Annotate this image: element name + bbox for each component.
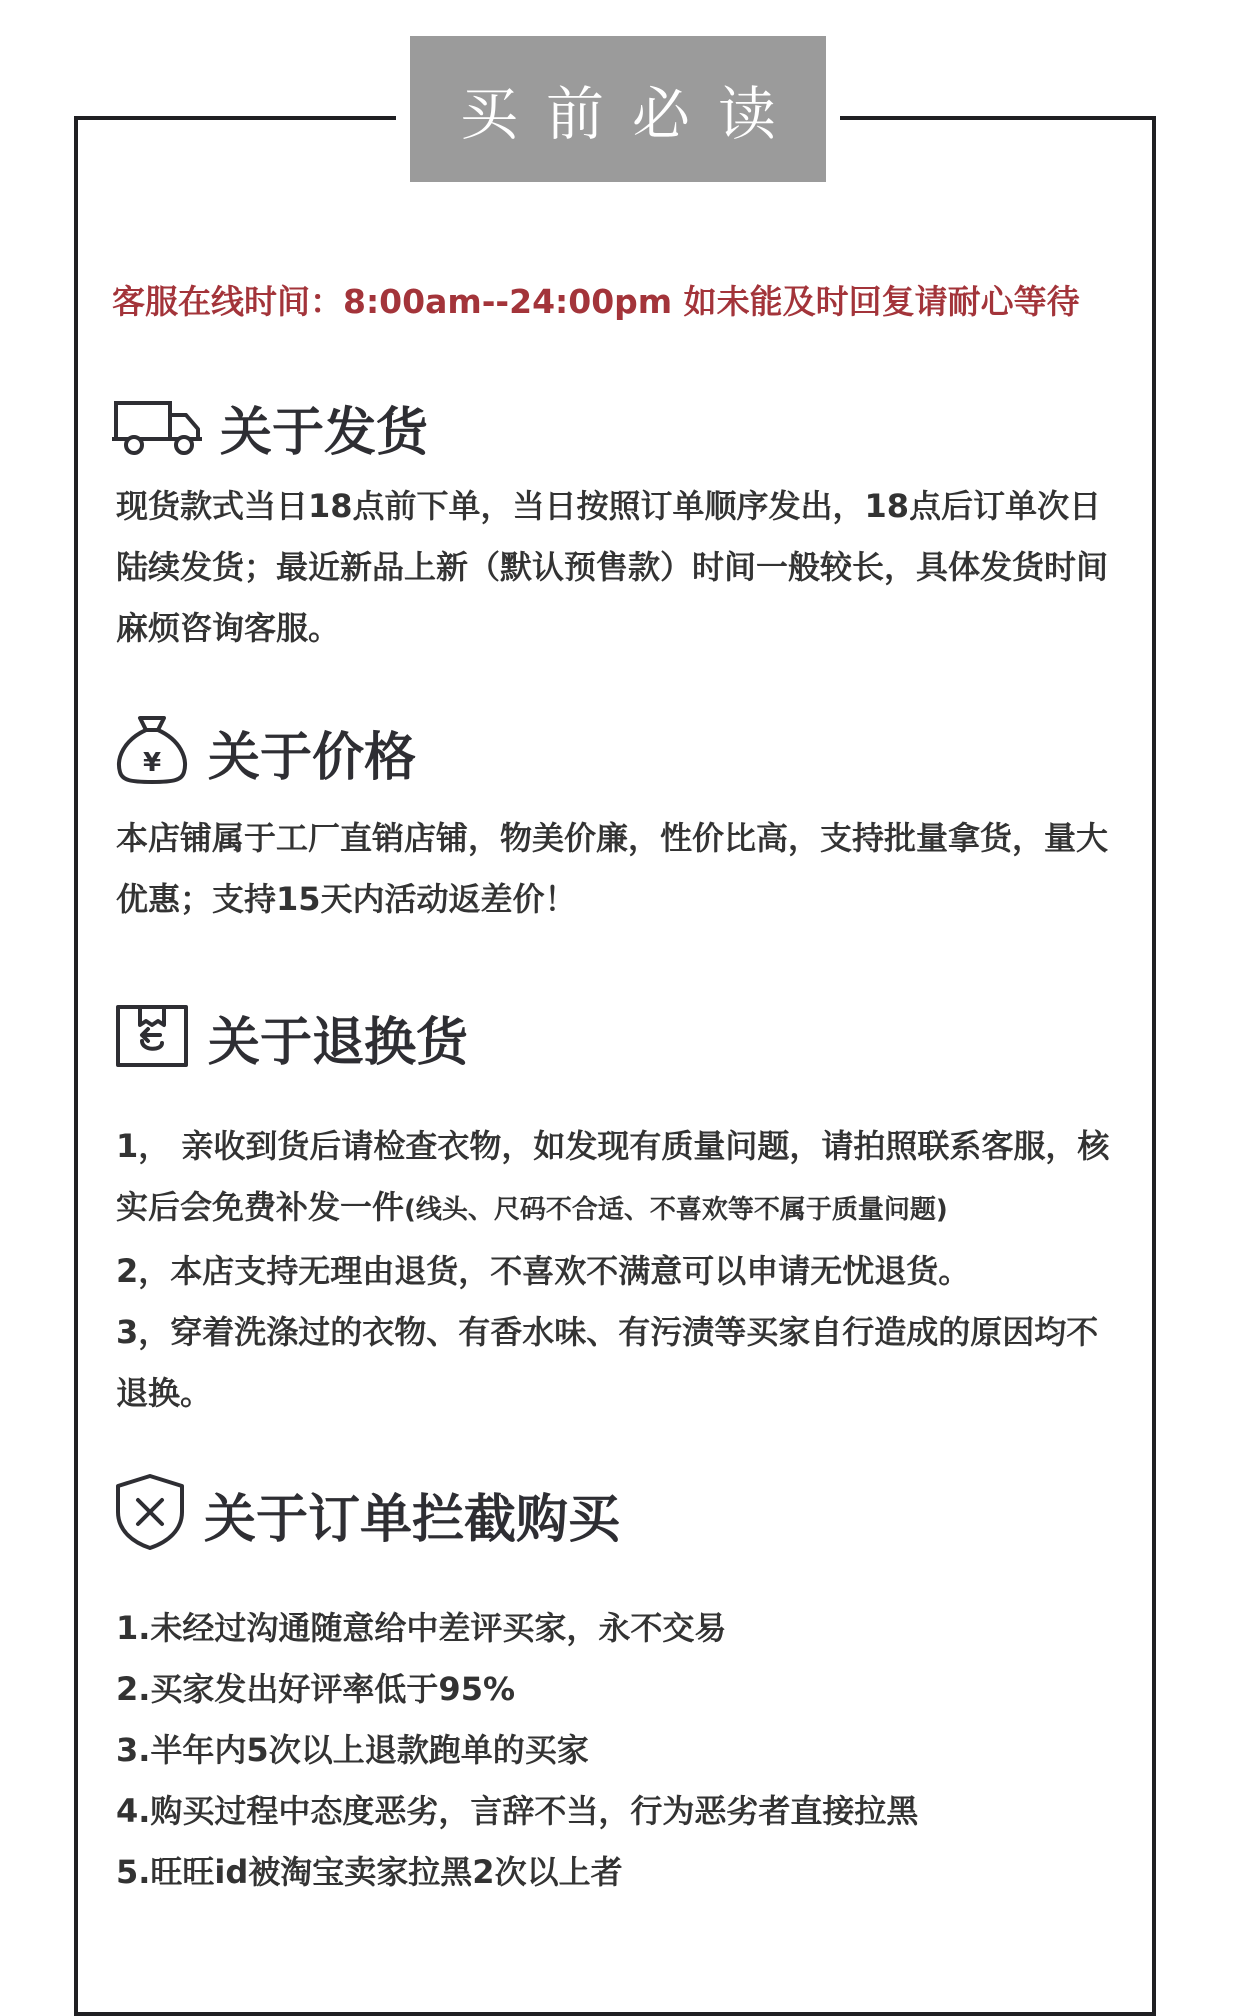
page-title: 买前必读 [459, 80, 804, 148]
return-box-icon [112, 1001, 192, 1075]
svg-text:¥: ¥ [142, 748, 162, 778]
truck-icon [112, 395, 204, 461]
section-price-title: 关于价格 [208, 727, 417, 788]
service-hours-notice: 客服在线时间：8:00am--24:00pm 如未能及时回复请耐心等待 [112, 282, 1080, 321]
list-item: 2.买家发出好评率低于95% [116, 1670, 516, 1708]
title-banner [410, 36, 826, 182]
money-bag-icon [112, 714, 192, 790]
list-item: 5.旺旺id被淘宝卖家拉黑2次以上者 [116, 1853, 623, 1891]
list-item: 4.购买过程中态度恶劣，言辞不当，行为恶劣者直接拉黑 [116, 1792, 919, 1830]
section-returns-title: 关于退换货 [208, 1013, 469, 1073]
list-item: 3.半年内5次以上退款跑单的买家 [116, 1731, 589, 1769]
returns-item-3: 3，穿着洗涤过的衣物、有香水味、有污渍等买家自行造成的原因均不退换。 [116, 1313, 1099, 1412]
section-interception-title: 关于订单拦截购买 [204, 1489, 621, 1550]
returns-item-2: 2，本店支持无理由退货，不喜欢不满意可以申请无忧退货。 [116, 1252, 971, 1290]
section-shipping-title: 关于发货 [220, 403, 429, 463]
section-price-body: 本店铺属于工厂直销店铺，物美价廉，性价比高，支持批量拿货，量大优惠；支持15天内活动返差价！ [116, 819, 1109, 918]
section-returns-body [116, 1116, 1126, 1424]
list-item: 1.未经过沟通随意给中差评买家，永不交易 [116, 1609, 727, 1647]
shield-x-icon [112, 1472, 188, 1556]
section-returns-header [112, 1000, 468, 1075]
section-price-header [112, 714, 416, 790]
section-shipping-body: 现货款式当日18点前下单，当日按照订单顺序发出，18点后订单次日陆续发货；最近新品上新（默认预售款）时间一般较长，具体发货时间麻烦咨询客服。 [116, 487, 1109, 647]
returns-item-1: 1， 亲收到货后请检查衣物，如发现有质量问题，请拍照联系客服，核实后会免费补发一件(线头、尺码不合适、不喜欢等不属于质量问题) [116, 1127, 1110, 1226]
section-shipping-header [112, 390, 428, 465]
section-interception-list [116, 1598, 1126, 1903]
section-interception-header [112, 1472, 620, 1556]
returns-item-1-note: (线头、尺码不合适、不喜欢等不属于质量问题) [404, 1195, 948, 1225]
